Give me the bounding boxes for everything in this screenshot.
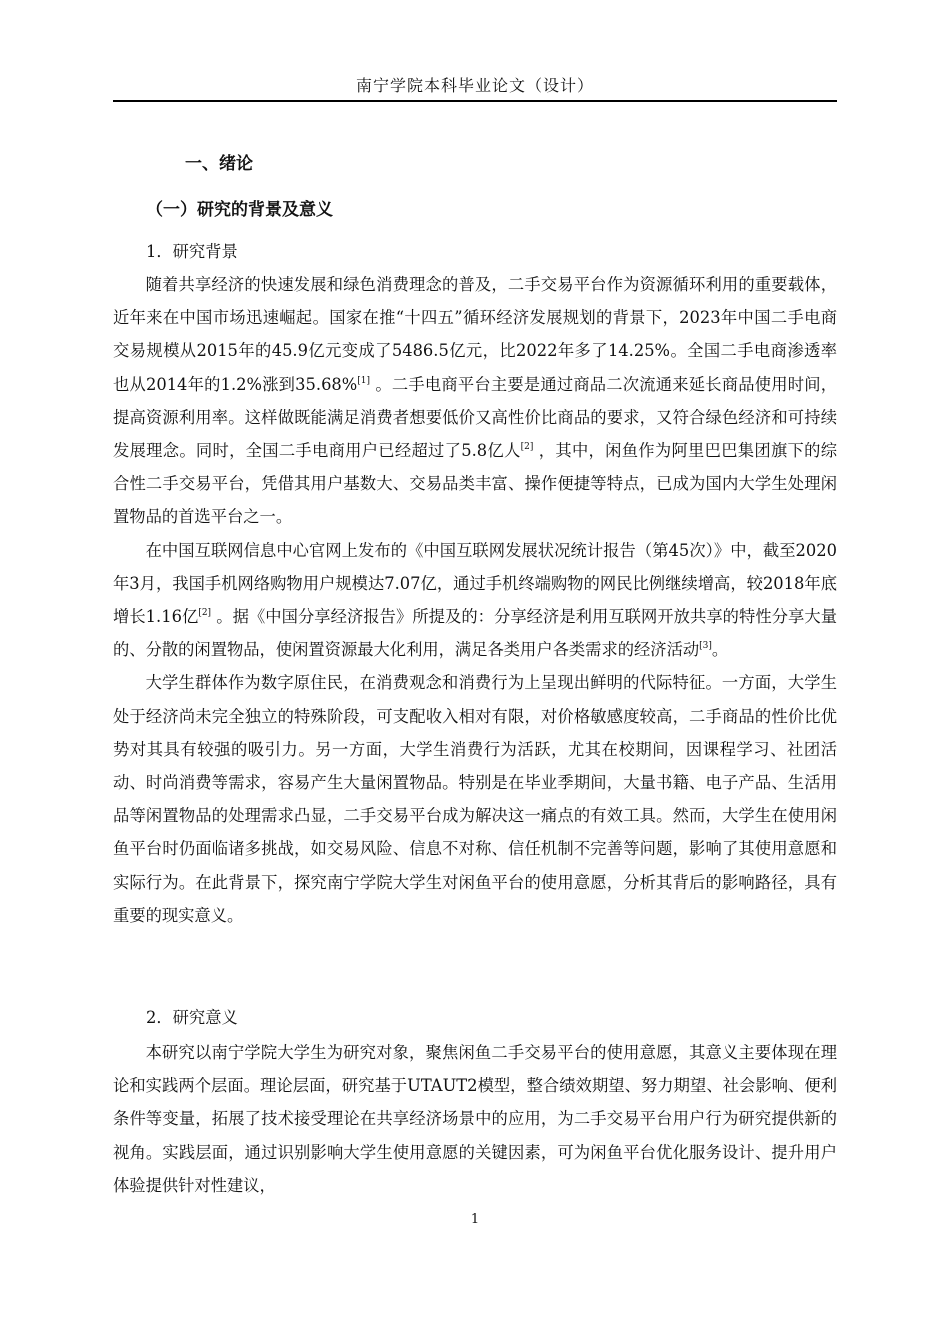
citation: [2] xyxy=(198,608,212,619)
citation: [2] xyxy=(520,442,534,453)
paragraph-significance: 本研究以南宁学院大学生为研究对象，聚焦闲鱼二手交易平台的使用意愿，其意义主要体现在理论和实践两个层面。理论层面，研究基于UTAUT2模型，整合绩效期望、努力期望、社会影响、便利条件等变量，拓展了技术接受理论在共享经济场景中的应用，为二手交易平台用户行为研究提供新的视角。实践层面，通过识别影响大学生使用意愿的关键因素，可为闲鱼平台优化服务设计、提升用户体验提供针对性建议， xyxy=(113,1043,837,1195)
paragraph-students: 大学生群体作为数字原住民，在消费观念和消费行为上呈现出鲜明的代际特征。一方面，大学生处于经济尚未完全独立的特殊阶段，可支配收入相对有限，对价格敏感度较高，二手商品的性价比优势对其具有较强的吸引力。另一方面，大学生消费行为活跃，尤其在校期间，因课程学习、社团活动、时尚消费等需求，容易产生大量闲置物品。特别是在毕业季期间，大量书籍、电子产品、生活用品等闲置物品的处理需求凸显，二手交易平台成为解决这一痛点的有效工具。然而，大学生在使用闲鱼平台时仍面临诸多挑战，如交易风险、信息不对称、信任机制不完善等问题，影响了其使用意愿和实际行为。在此背景下，探究南宁学院大学生对闲鱼平台的使用意愿，分析其背后的影响路径，具有重要的现实意义。 xyxy=(113,673,837,925)
paragraph-text: ，其中，闲鱼作为阿里巴巴集团旗下的综合性二手交易平台，凭借其用户基数大、交易品类丰富、操作便捷等特点，已成为国内大学生处理闲置物品的首选平台之一。 xyxy=(113,441,837,527)
body-text-block-1 xyxy=(113,268,837,932)
paragraph-background xyxy=(113,268,837,534)
paragraph-text: 。据《中国分享经济报告》所提及的：分享经济是利用互联网开放共享的特性分享大量的、分散的闲置物品，使闲置资源最大化利用，满足各类用户各类需求的经济活动 xyxy=(113,607,837,660)
citation: [3] xyxy=(699,641,712,652)
paragraph-text: 随着共享经济的快速发展和绿色消费理念的普及，二手交易平台作为资源循环利用的重要载体，近年来在中国市场迅速崛起。国家在推“十四五”循环经济发展规划的背景下，2023年中国二手电商交易规模从2015年的45.9亿元变成了5486.5亿元，比2022年多了14.25%。全国二手电商渗透率也从2014年的1.2%涨到35.68% xyxy=(113,275,837,394)
paragraph-report xyxy=(113,534,837,667)
subsection-heading-significance: 2．研究意义 xyxy=(146,1008,238,1027)
section-heading: （一）研究的背景及意义 xyxy=(146,200,333,220)
paragraph-text: 。二手电商平台主要是通过商品二次流通来延长商品使用时间，提高资源利用率。这样做既能满足消费者想要低价又高性价比商品的要求，又符合绿色经济和可持续发展理念。同时，全国二手电商用户已经超过了5.8亿人 xyxy=(113,374,837,461)
paragraph-text: 。 xyxy=(711,640,729,660)
running-header: 南宁学院本科毕业论文（设计） xyxy=(355,76,594,95)
citation: [1] xyxy=(357,375,371,386)
page-number: 1 xyxy=(470,1212,480,1227)
header-rule xyxy=(113,100,837,102)
subsection-heading-background: 1．研究背景 xyxy=(146,242,238,261)
paragraph-text: 在中国互联网信息中心官网上发布的《中国互联网发展状况统计报告（第45次）》中，截至2020年3月，我国手机网络购物用户规模达7.07亿，通过手机终端购物的网民比例继续增高，较2018年底增长1.16亿 xyxy=(113,540,837,627)
chapter-heading: 一、绪论 xyxy=(185,154,253,174)
body-text-block-2 xyxy=(113,1036,837,1202)
